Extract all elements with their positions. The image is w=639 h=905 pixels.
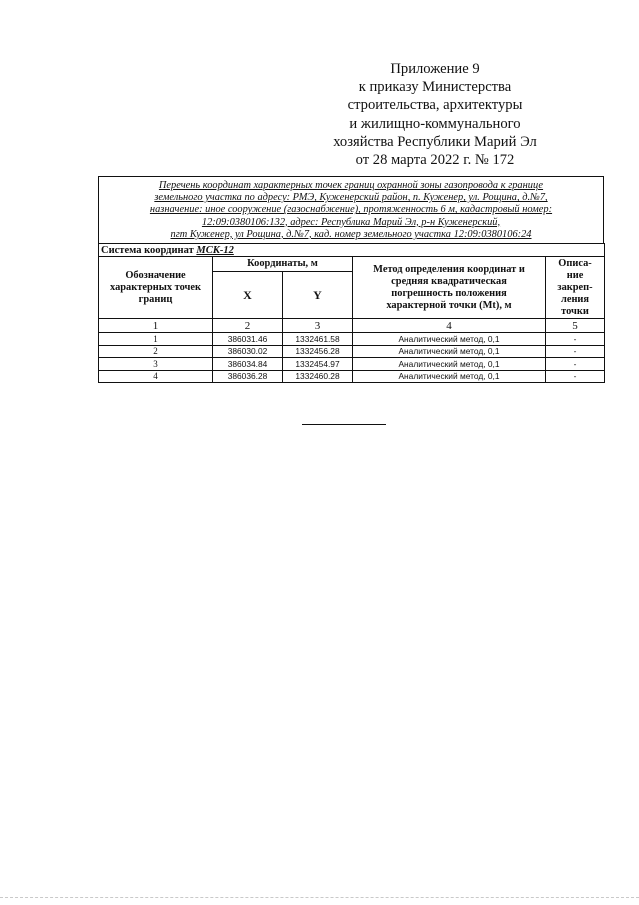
y-cell: 1332461.58 xyxy=(283,333,353,346)
method-cell: Аналитический метод, 0,1 xyxy=(353,345,546,358)
coordinate-system-value: МСК-12 xyxy=(196,244,234,256)
header-line: строительства, архитектуры xyxy=(347,97,523,114)
col-coordinates-header: Координаты, м xyxy=(213,257,353,272)
header-line: от 28 марта 2022 г. № 172 xyxy=(355,152,515,169)
description-cell: - xyxy=(546,333,605,346)
method-cell: Аналитический метод, 0,1 xyxy=(353,358,546,371)
column-number: 2 xyxy=(213,319,283,333)
appendix-header xyxy=(255,60,615,169)
y-cell: 1332454.97 xyxy=(283,358,353,371)
point-cell: 3 xyxy=(99,358,213,371)
coordinates-table xyxy=(98,243,605,383)
point-cell: 1 xyxy=(99,333,213,346)
table-row xyxy=(99,345,605,358)
header-line: Приложение 9 xyxy=(390,61,480,77)
coordinate-system-label: Система координат xyxy=(101,244,197,256)
method-cell: Аналитический метод, 0,1 xyxy=(353,370,546,383)
header-line: и жилищно-коммунального xyxy=(349,115,521,132)
description-cell: - xyxy=(546,358,605,371)
table-title xyxy=(98,176,604,243)
table-title-line: 12:09:0380106:132, адрес: Республика Марий Эл, р-н Куженерский, xyxy=(201,216,501,228)
col-y-header: Y xyxy=(283,272,353,319)
y-cell: 1332460.28 xyxy=(283,370,353,383)
closing-rule xyxy=(302,424,386,425)
col-method-header: Метод определения координат и средняя квадратическая погрешность положения характерной точки (Mt), м xyxy=(353,257,546,319)
description-cell: - xyxy=(546,370,605,383)
x-cell: 386030.02 xyxy=(213,345,283,358)
header-line: к приказу Министерства xyxy=(358,79,512,96)
column-number: 1 xyxy=(99,319,213,333)
table-row xyxy=(99,370,605,383)
method-cell: Аналитический метод, 0,1 xyxy=(353,333,546,346)
col-designation-header: Обозначение характерных точек границ xyxy=(99,257,213,319)
x-cell: 386034.84 xyxy=(213,358,283,371)
column-number-row xyxy=(99,319,605,333)
table-title-line: пгт Куженер, ул Рощина, д.№7, кад. номер земельного участка 12:09:0380106:24 xyxy=(170,228,532,240)
table-row xyxy=(99,333,605,346)
table-title-line: земельного участка по адресу: РМЭ, Куженерский район, п. Куженер, ул. Рощина, д.№7, xyxy=(154,192,548,204)
x-cell: 386036.28 xyxy=(213,370,283,383)
column-number: 5 xyxy=(546,319,605,333)
x-cell: 386031.46 xyxy=(213,333,283,346)
coordinate-system-cell xyxy=(99,244,605,257)
scan-edge-line xyxy=(0,897,639,898)
coordinate-system-row xyxy=(99,244,605,257)
table-row xyxy=(99,358,605,371)
column-number: 3 xyxy=(283,319,353,333)
table-title-line: назначение: иное сооружение (газоснабжение), протяженность 6 м, кадастровый номер: xyxy=(149,204,553,216)
col-x-header: X xyxy=(213,272,283,319)
table-title-line: Перечень координат характерных точек границ охранной зоны газопровода к границе xyxy=(158,180,544,191)
header-line: хозяйства Республики Марий Эл xyxy=(333,133,537,150)
description-cell: - xyxy=(546,345,605,358)
coordinates-table-block xyxy=(98,176,604,383)
col-description-header: Описа- ние закреп- ления точки xyxy=(546,257,605,319)
y-cell: 1332456.28 xyxy=(283,345,353,358)
point-cell: 4 xyxy=(99,370,213,383)
column-number: 4 xyxy=(353,319,546,333)
point-cell: 2 xyxy=(99,345,213,358)
header-row xyxy=(99,257,605,272)
